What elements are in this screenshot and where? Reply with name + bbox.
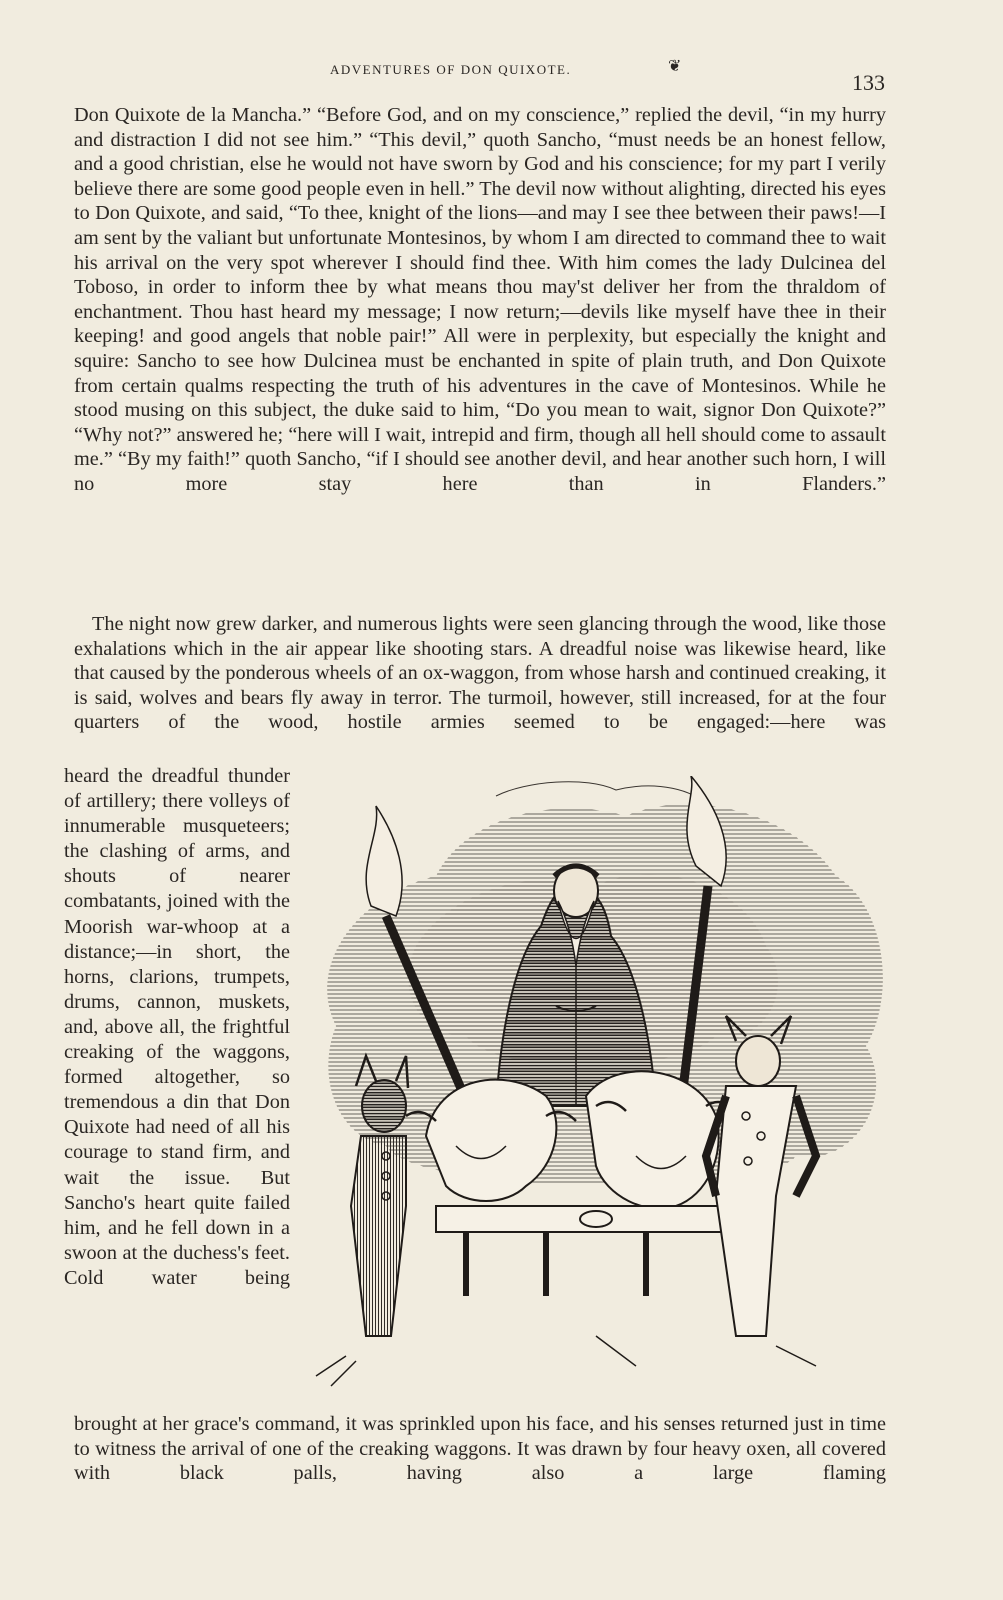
paragraph-3-text: brought at her grace's command, it was sprinkled upon his face, and his senses returned just in time to witness the arrival of one of the creaking waggons. It was drawn by four heavy oxen, all covered with black palls, having also a large flaming [74, 1413, 886, 1485]
devil-left [316, 1056, 408, 1386]
paragraph-1-text: Don Quixote de la Mancha.” “Before God, and on my conscience,” replied the devil, “in my hurry and distraction I did not see him.” “This devil,” quoth Sancho, “must needs be an honest fellow, and a good christian, else he would not have sworn by God and his conscience; for my part I verily believe there are some good people even in hell.” The devil now without alighting, directed his eyes to Don Quixote, and said, “To thee, knight of the lions—and may I see thee between their paws!—I am sent by the valiant but unfortunate Montesinos, by whom I am directed to command thee to wait his arrival on the very spot wherever I should find thee. With him comes the lady Dulcinea del Toboso, in order to inform thee by what means thou may'st deliver her from the thraldom of enchantment. Thou hast heard my message; I now return;—devils like myself have thee in their keeping! and good angels that noble pair!” All were in perplexity, but especially the knight and squire: Sancho to see how Dulcinea must be enchanted in spite of plain truth, and Don Quixote from certain qualms respecting the truth of his adventures in the cave of Montesinos. While he stood musing on this subject, the duke said to him, “Do you mean to wait, signor Don Quixote?” “Why not?” answered he; “here will I wait, intrepid and firm, though all hell should come to assault me.” “By my faith!” quoth Sancho, “if I should see another devil, and hear another such horn, I will no more stay here than in Flanders.” [74, 104, 886, 495]
ornament-icon: ❦ [668, 58, 682, 75]
engraving-illustration [296, 776, 896, 1396]
narrow-column-text: heard the dreadful thunder of artillery; there volleys of innumerable musqueteers; the clashing of arms, and shouts of nearer combatants, joined with the Moorish war-whoop at a distance;—in short, the horns, clarions, trumpets, drums, cannon, muskets, and, above all, the frightful creaking of the waggons, formed altogether, so tremendous a din that Don Quixote had need of all his courage to stand firm, and wait the issue. But Sancho's heart quite failed him, and he fell down in a swoon at the duchess's feet. Cold water being [64, 765, 290, 1289]
running-title: ADVENTURES OF DON QUIXOTE. [330, 62, 572, 77]
paragraph-3 [74, 1412, 886, 1486]
paragraph-2-text: The night now grew darker, and numerous lights were seen glancing through the wood, like those exhalations which in the air appear like shooting stars. A dreadful noise was likewise heard, like that caused by the ponderous wheels of an ox-waggon, from whose harsh and continued creaking, it is said, wolves and bears fly away in terror. The turmoil, however, still increased, for at the four quarters of the wood, hostile armies seemed to be engaged:—here was [74, 613, 886, 734]
cart-yoke [436, 1206, 766, 1296]
paragraph-1 [74, 103, 886, 497]
paragraph-2 [74, 612, 886, 735]
page-number: 133 [852, 70, 885, 95]
narrow-text-column [64, 764, 290, 1291]
